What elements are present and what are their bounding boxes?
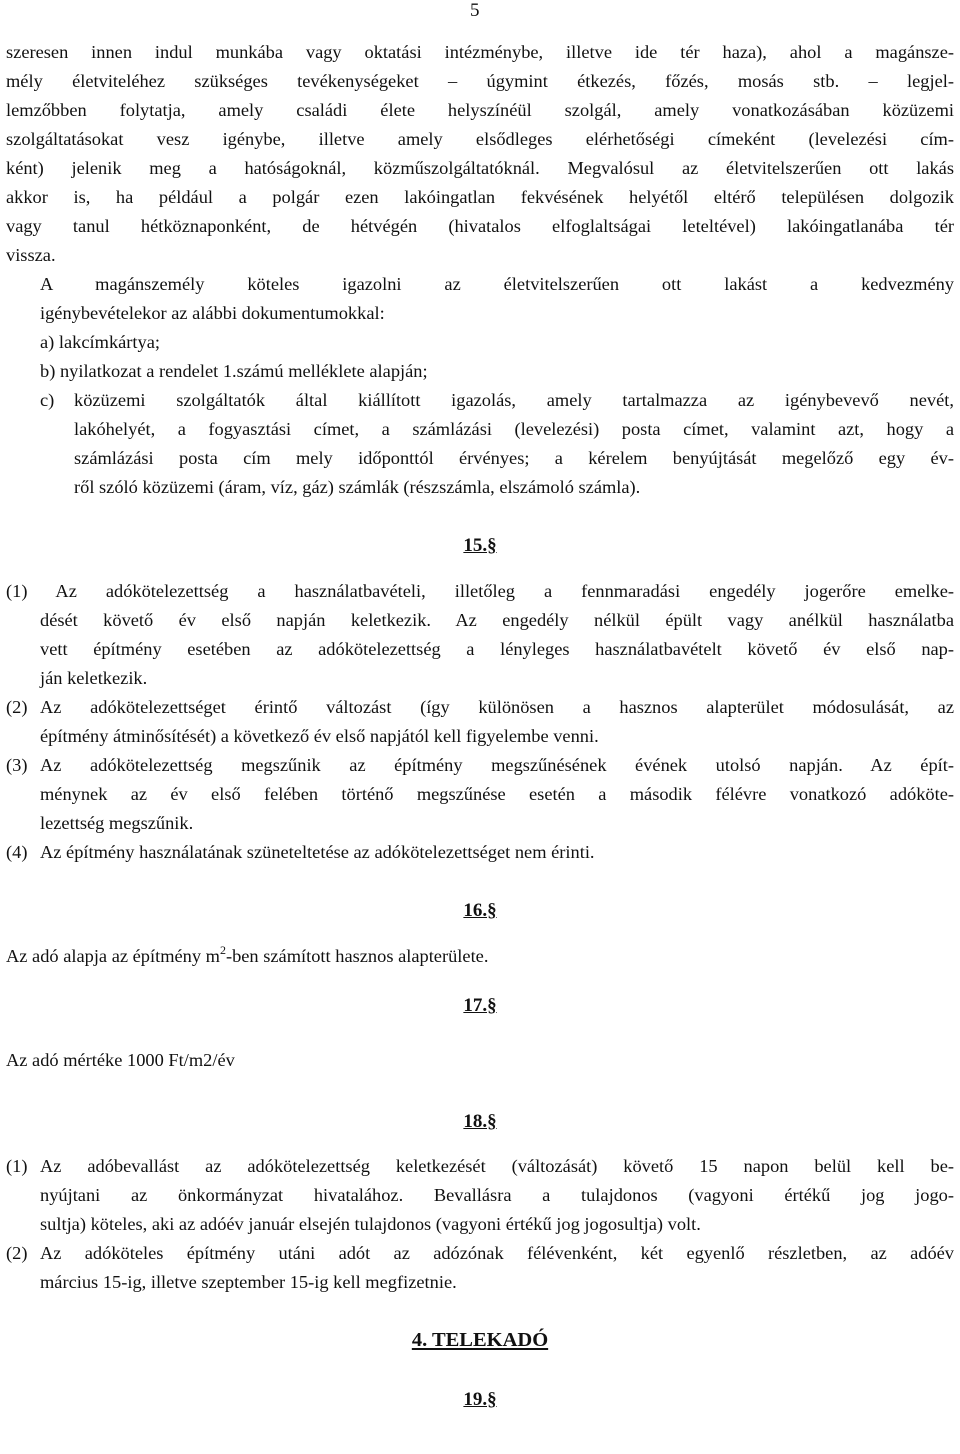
list-label: b) (40, 361, 56, 381)
paragraph-line: nyújtani az önkormányzat hivatalához. Bevallásra a tulajdonos (vagyoni értékű jog jogo- (40, 1185, 954, 1205)
section-heading-17: 17.§ (463, 995, 497, 1016)
section-15-paragraph-2 (6, 693, 954, 751)
page-number: 5 (470, 0, 480, 21)
obligation-line: A magánszemély köteles igazolni az életvitelszerűen ott lakást a kedvezmény (40, 274, 954, 294)
section-heading-15: 15.§ (463, 535, 497, 556)
list-text (74, 386, 954, 502)
section-heading-19: 19.§ (463, 1389, 497, 1410)
intro-line: akkor is, ha például a polgár ezen lakóingatlan fekvésének helyétől eltérő településen dolgozik (6, 187, 954, 207)
intro-line: mély életviteléhez szükséges tevékenységeket – úgymint étkezés, főzés, mosás stb. – legjel- (6, 71, 954, 91)
paragraph-number: (1) (6, 1156, 28, 1176)
document-list (6, 328, 954, 386)
paragraph-line: lezettség megszűnik. (40, 813, 194, 833)
paragraph-line: Az építmény használatának szüneteltetése az adókötelezettséget nem érinti. (40, 842, 595, 862)
section-15-paragraph-3 (6, 751, 954, 838)
intro-line: szeresen innen indul munkába vagy oktatási intézménybe, illetve ide tér haza), ahol a magánsze- (6, 42, 954, 62)
paragraph-number: (3) (6, 755, 28, 775)
list-item-c (6, 386, 954, 502)
paragraph-line: Az adókötelezettség megszűnik az építmény megszűnésének évének utolsó napján. Az épít- (40, 755, 954, 775)
section-18-paragraph-2 (6, 1239, 954, 1297)
paragraph-line: ménynek az év első felében történő megszűnése esetén a második félévre vonatkozó adóköte- (40, 784, 954, 804)
section-15-paragraph-4 (6, 838, 954, 867)
intro-line: vissza. (6, 245, 56, 265)
paragraph-line: ján keletkezik. (40, 668, 148, 688)
list-label: c) (40, 390, 55, 410)
section-16-text: Az adó alapja az építmény $m^2$-ben számított hasznos alapterülete. (6, 943, 489, 966)
list-label: a) (40, 332, 55, 352)
section-heading-16: 16.§ (463, 900, 497, 921)
paragraph-line: dését követő év első napján keletkezik. Az engedély nélkül épült vagy anélkül használatba (40, 610, 954, 630)
list-item-b (40, 357, 954, 386)
paragraph-line: vett építmény esetében az adókötelezettség a lényleges használatbavételt követő év első nap- (40, 639, 954, 659)
obligation-block (6, 270, 954, 328)
paragraph-number: (4) (6, 842, 28, 862)
list-text-line: lakóhelyét, a fogyasztási címet, a számlázási (levelezési) posta címet, valamint azt, hogy a (74, 419, 954, 439)
obligation-line: igénybevételekor az alábbi dokumentumokkal: (40, 303, 385, 323)
list-text-line: számlázási posta cím mely időponttól érvényes; a kérelem benyújtását megelőző egy év- (74, 448, 954, 468)
list-item-a (40, 328, 954, 357)
document-body (6, 38, 954, 1414)
paragraph-line: Az adóbevallást az adókötelezettség keletkezését (változását) követő 15 napon belül kell be- (40, 1156, 954, 1176)
section-18-paragraph-1 (6, 1152, 954, 1239)
paragraph-line: március 15-ig, illetve szeptember 15-ig kell megfizetnie. (40, 1272, 457, 1292)
section-heading-18: 18.§ (463, 1111, 497, 1132)
list-text-line: közüzemi szolgáltatók által kiállított igazolás, amely tartalmazza az igénybevevő nevét, (74, 390, 954, 410)
intro-paragraph (6, 38, 954, 270)
list-text: lakcímkártya; (58, 332, 161, 352)
list-text: nyilatkozat a rendelet 1.számú melléklete alapján; (59, 361, 428, 381)
paragraph-line: építmény átminősítését) a következő év első napjától kell figyelembe venni. (40, 726, 599, 746)
intro-line: szolgáltatásokat vesz igénybe, illetve amely elsődleges elérhetőségi címeként (levelezési cím- (6, 129, 954, 149)
paragraph-number: (2) (6, 697, 28, 717)
superscript: 2 (219, 943, 226, 957)
paragraph-number: (2) (6, 1243, 28, 1263)
paragraph-number: (1) (6, 581, 28, 601)
list-text-line: ről szóló közüzemi (áram, víz, gáz) számlák (részszámla, elszámoló számla). (74, 477, 641, 497)
intro-line: ként) jelenik meg a hatóságoknál, közműszolgáltatóknál. Megvalósul az életvitelszerűen ott lakás (6, 158, 954, 178)
intro-line: lemzőbben folytatja, amely családi élete helyszínéül szolgál, amely vonatkozásában közüzemi (6, 100, 954, 120)
section-17-text: Az adó mértéke 1000 Ft/m2/év (6, 1050, 235, 1070)
paragraph-line: Az adóköteles építmény utáni adót az adózónak félévenként, két egyenlő részletben, az adóév (40, 1243, 954, 1263)
paragraph-line: (1) Az adókötelezettség a használatbavételi, illetőleg a fennmaradási engedély jogerőre emelke- (6, 581, 954, 601)
section-15-paragraph-1 (6, 577, 954, 693)
chapter-heading: 4. TELEKADÓ (411, 1329, 549, 1351)
paragraph-line: sultja) köteles, aki az adóév január elsején tulajdonos (vagyoni értékű jog jogosultja) volt. (40, 1214, 701, 1234)
paragraph-line: Az adókötelezettséget érintő változást (így különösen a hasznos alapterület módosulását, az (40, 697, 954, 717)
intro-line: vagy tanul hétköznaponként, de hétvégén (hivatalos elfoglaltságai leteltével) lakóingatlanába tér (6, 216, 954, 236)
